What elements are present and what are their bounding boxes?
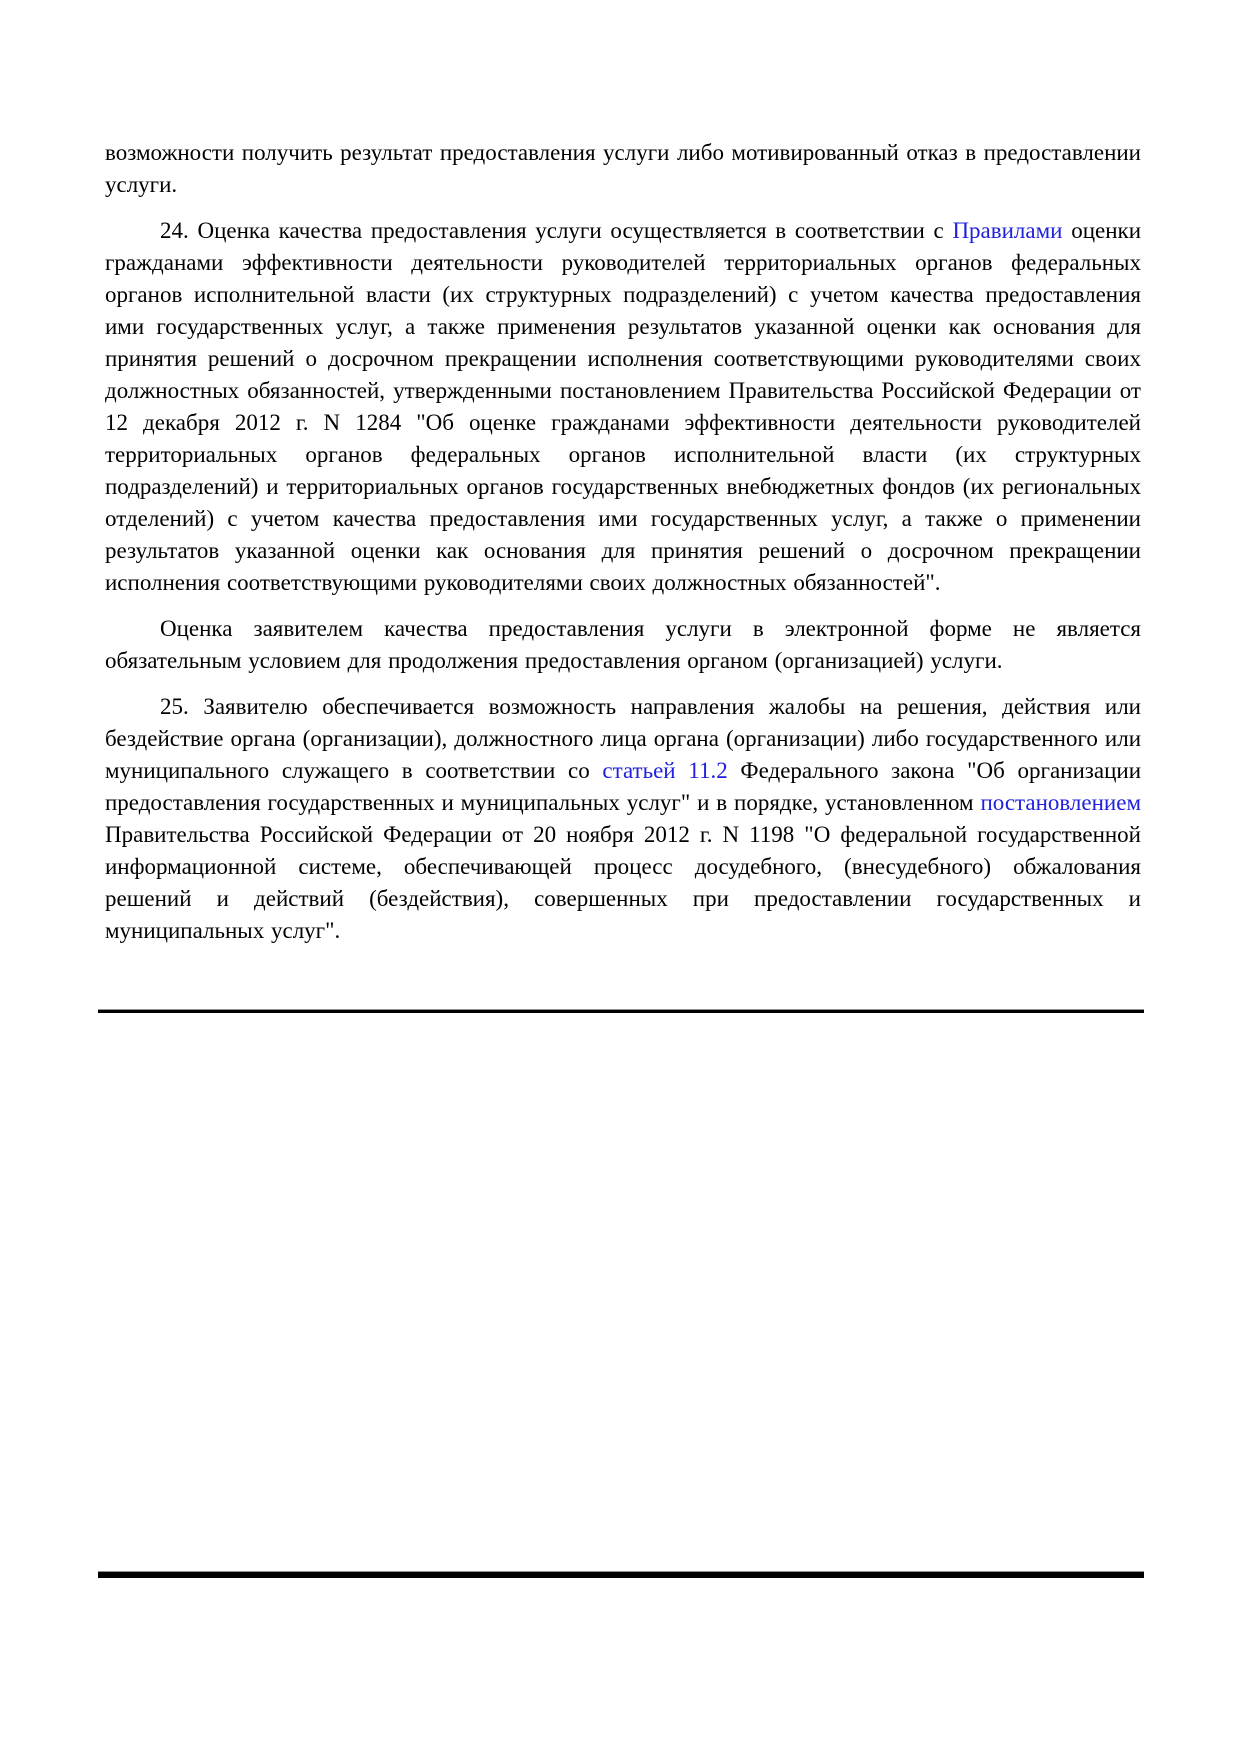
horizontal-divider-bottom (98, 1571, 1144, 1578)
paragraph-text: Федерального закона "Об организации предоставления государственных и муниципальных услуг" и в порядке, установленном (105, 758, 1142, 815)
link-pravilami[interactable]: Правилами (952, 218, 1063, 243)
paragraph-continuation (105, 137, 1141, 201)
paragraph-text: 24. Оценка качества предоставления услуги осуществляется в соответствии с (160, 218, 953, 243)
paragraph-text: оценки гражданами эффективности деятельности руководителей территориальных органов федеральных органов исполнительной власти (их структурных подразделений) с учетом качества предоставления ими государственных услуг, а также применения результатов указанной оценки как основания для принятия решений о досрочном прекращении исполнения соответствующими руководителями своих должностных обязанностей, утвержденными постановлением Правительства Российской Федерации от 12 декабря 2012 г. N 1284 "Об оценке гражданами эффективности деятельности руководителей территориальных органов федеральных органов исполнительной власти (их структурных подразделений) и территориальных органов государственных внебюджетных фондов (их региональных отделений) с учетом качества предоставления ими государственных услуг, а также о применении результатов указанной оценки как основания для принятия решений о досрочном прекращении исполнения соответствующими руководителями своих должностных обязанностей". (105, 218, 1142, 595)
paragraph-text: Оценка заявителем качества предоставления услуги в электронной форме не является обязательным условием для продолжения предоставления органом (организацией) услуги. (105, 616, 1141, 673)
link-postanovlenie[interactable]: постановлением (980, 790, 1141, 815)
divider-black-line (98, 1572, 1144, 1578)
divider-black-line (98, 1010, 1144, 1013)
document-content (105, 137, 1141, 961)
paragraph-25 (105, 691, 1141, 947)
link-statya-11-2[interactable]: статьей 11.2 (602, 758, 728, 783)
paragraph-text: Правительства Российской Федерации от 20 ноября 2012 г. N 1198 "О федеральной государственной информационной системе, обеспечивающей процесс досудебного, (внесудебного) обжалования решений и действий (бездействия), совершенных при предоставлении государственных и муниципальных услуг". (105, 822, 1141, 943)
paragraph-ocenka-zayavitelem (105, 613, 1141, 677)
paragraph-text: 25. Заявителю обеспечивается возможность направления жалобы на решения, действия или бездействие органа (организации), должностного лица органа (организации) либо государственного или муниципального служащего в соответствии со (105, 694, 1141, 783)
paragraph-24 (105, 215, 1141, 599)
horizontal-divider-top (98, 1009, 1144, 1013)
paragraph-text: возможности получить результат предоставления услуги либо мотивированный отказ в предоставлении услуги. (105, 140, 1141, 197)
